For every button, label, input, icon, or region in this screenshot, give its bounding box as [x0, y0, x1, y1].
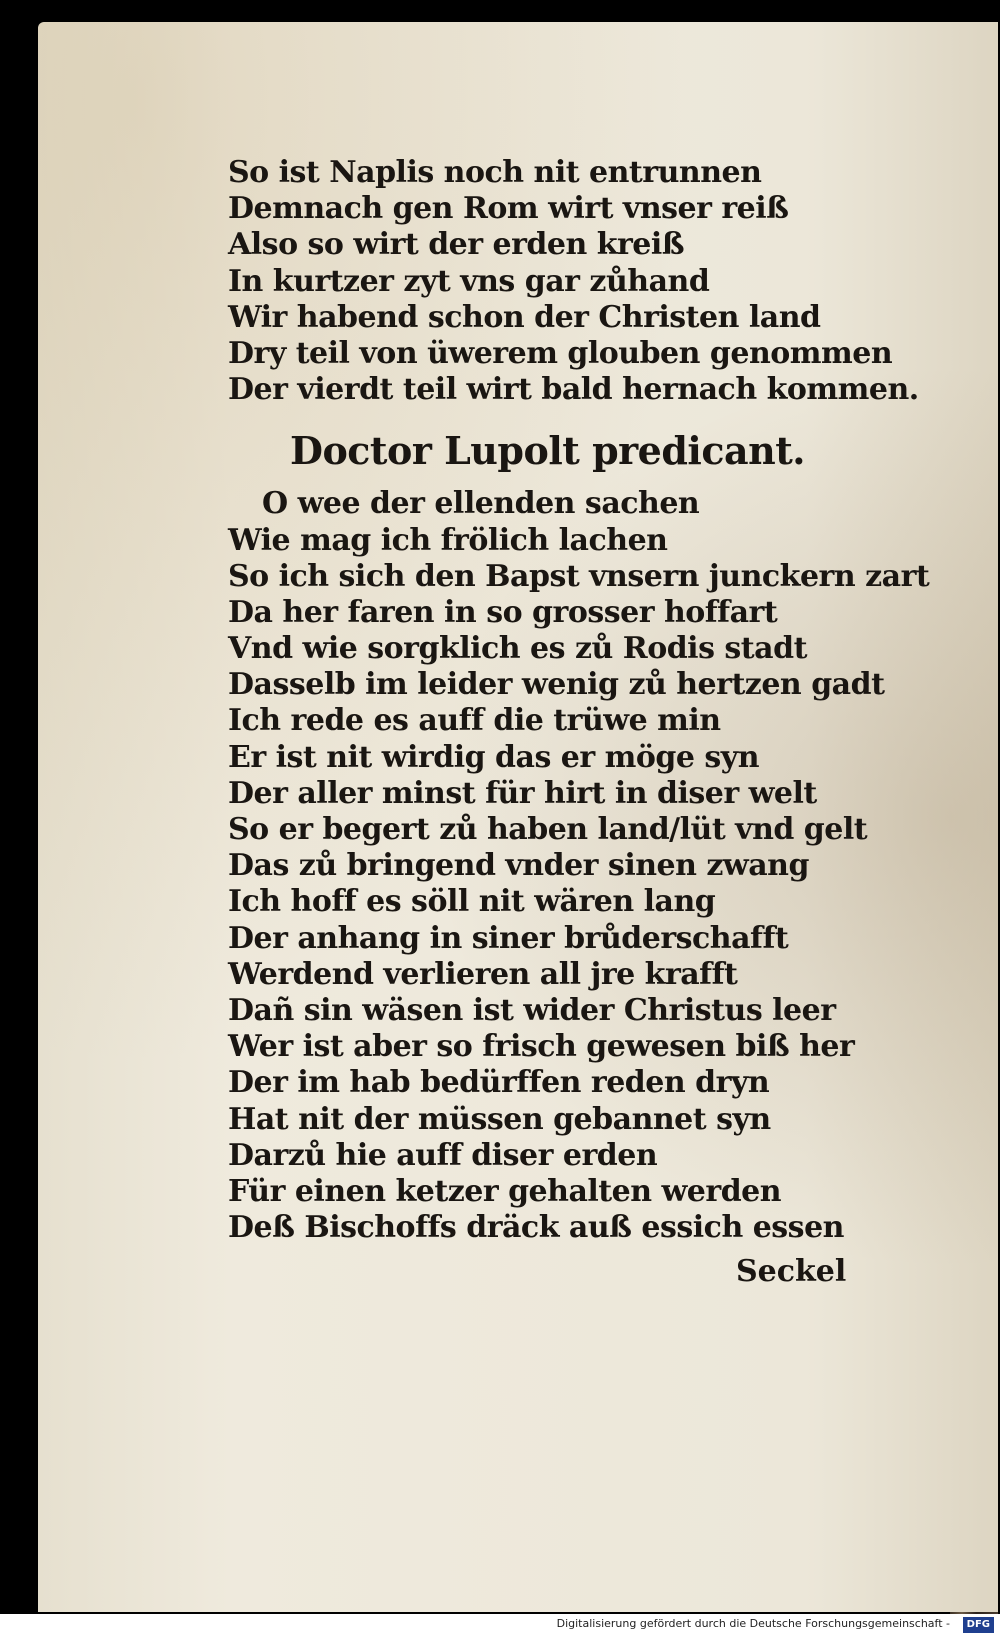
verse-line: So ich sich den Bapst vnsern junckern zart — [228, 558, 930, 594]
dfg-logo: DFG — [963, 1617, 994, 1633]
verse-line: So ist Naplis noch nit entrunnen — [228, 155, 762, 190]
verse-line: Wir habend schon der Christen land — [228, 299, 821, 335]
verse-line: So er begert zů haben land/lüt vnd gelt — [228, 812, 868, 847]
verse-line: Das zů bringend vnder sinen zwang — [228, 848, 809, 884]
speaker-heading: Doctor Lupolt predicant. — [290, 428, 806, 474]
verse-line: Werdend verlieren all jre krafft — [228, 956, 738, 992]
verse-line: O wee der ellenden sachen — [262, 486, 700, 522]
verse-line: In kurtzer zyt vns gar zůhand — [228, 263, 710, 299]
verse-line: Ich rede es auff die trüwe min — [228, 703, 721, 739]
verse-line: Ich hoff es söll nit wären lang — [228, 884, 716, 920]
verse-line: Dry teil von üwerem glouben genommen — [228, 335, 893, 371]
verse-line: Hat nit der müssen gebannet syn — [228, 1101, 771, 1137]
verse-line: Wer ist aber so frisch gewesen biß her — [228, 1029, 855, 1065]
verse-line: Deß Bischoffs dräck auß essich essen — [228, 1210, 844, 1246]
verse-line: Der vierdt teil wirt bald hernach kommen. — [228, 372, 919, 408]
verse-line: Der im hab bedürffen reden dryn — [228, 1065, 770, 1101]
verse-line: Für einen ketzer gehalten werden — [228, 1173, 782, 1209]
verse-line: Demnach gen Rom wirt vnser reiß — [228, 191, 789, 227]
verse-group-top — [228, 155, 928, 408]
verse-group-bottom — [228, 486, 928, 1246]
verse-line: Der anhang in siner brůderschafft — [228, 920, 789, 956]
poem-text — [228, 155, 928, 1246]
footer-bar — [0, 1614, 1000, 1637]
funding-note: Digitalisierung gefördert durch die Deutsche Forschungsgemeinschaft - — [556, 1617, 950, 1630]
verse-line: Der aller minst für hirt in diser welt — [228, 775, 817, 811]
verse-line: Darzů hie auff diser erden — [228, 1137, 658, 1173]
verse-line: Dasselb im leider wenig zů hertzen gadt — [228, 667, 885, 703]
verse-line: Also so wirt der erden kreiß — [228, 227, 685, 263]
verse-line: Vnd wie sorgklich es zů Rodis stadt — [228, 631, 807, 667]
verse-line: Er ist nit wirdig das er möge syn — [228, 739, 760, 775]
catchword: Seckel — [736, 1254, 847, 1289]
verse-line: Dañ sin wäsen ist wider Christus leer — [228, 992, 836, 1028]
verse-line: Da her faren in so grosser hoffart — [228, 594, 778, 630]
verse-line: Wie mag ich frölich lachen — [228, 522, 668, 558]
